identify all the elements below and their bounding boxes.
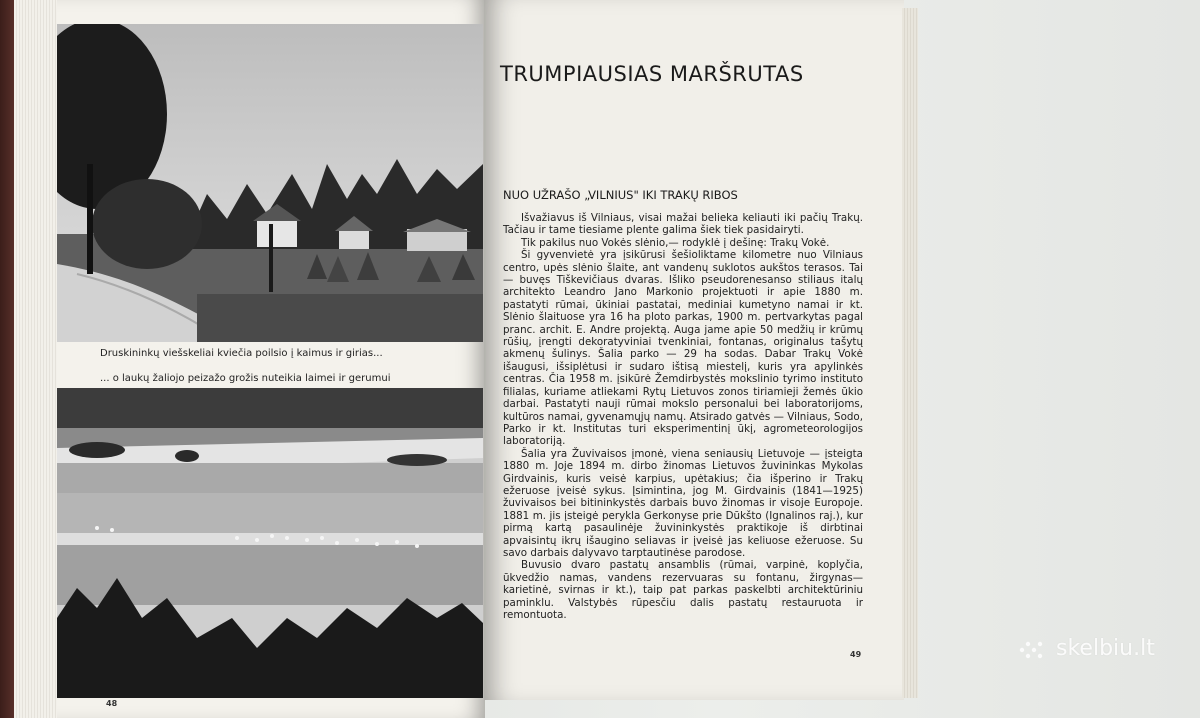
page-number-left: 48 [106, 699, 118, 708]
paragraph: Tik pakilus nuo Vokės slėnio,— rodyklė į dešinę: Trakų Vokė. [521, 236, 830, 249]
body-text [503, 212, 863, 621]
photo-caption-top: Druskininkų viešskeliai kviečia poilsio į kaimus ir girias... [100, 348, 383, 359]
chapter-title: TRUMPIAUSIAS MARŠRUTAS [500, 62, 804, 86]
photo-village-road [57, 24, 483, 342]
page-number-right: 49 [850, 650, 862, 659]
paragraph: Ši gyvenvietė yra įsikūrusi šešioliktame kilometre nuo Vilniaus centro, upės slėnio šlaite, ant vandenų suklotos aukštos terasos. Tai — buvęs Tiškevičiaus dvaras. Išliko pseudorenesanso stiliaus italų architekto Leandro Jano Markonio projektuoti ir apie 1880 m. pastatyti rūmai, ūkiniai pastatai, mediniai kumetyno namai ir kt. Slėnio šlaituose yra 16 ha ploto parkas, 1900 m. pertvarkytas pagal pranc. archit. E. Andre projektą. Auga jame apie 50 medžių ir krūmų rūšių, įrengti dekoratyviniai tvenkiniai, fontanas, originalus tašytų akmenų šulinys. Šalia parko — 29 ha sodas. Dabar Trakų Vokė išaugusi, išsiplėtusi ir sudaro ištisą miestelį, kuris yra apylinkės centras. Čia 1958 m. įsikūrė Žemdirbystės mokslinio tyrimo instituto filialas, kuriame atliekami Rytų Lietuvos zonos tiriamieji žemės ūkio darbai. Pastatyti nauji rūmai mokslo personalui bei laboratorijoms, kultūros namai, gyvenamųjų namų. Atsirado gatvės — Vilniaus, Sodo, Parko ir kt. Institutas turi eksperimentinį ūkį, agrometeorologijos laboratoriją. [503, 249, 863, 448]
paragraph: Šalia yra Žuvivaisos įmonė, viena seniausių Lietuvoje — įsteigta 1880 m. Joje 1894 m. dirbo žinomas Lietuvos žuvininkas Mykolas Girdvainis, kuris veisė karpius, upėtakius; čia išperino ir Trakų ežeruose įveisė sykus. Įsimintina, jog M. Girdvainis (1841—1925) žuvivaisos bei bitininkystės darbais buvo žinomas ir visoje Europoje. 1881 m. jis įsteigė perykla Gerkonyse prie Dūkšto (Ignalinos raj.), kur pirmą kartą pasaulinėje žuvininkystės praktikoje iš dirbtinai apvaisintų ikrų išaugino seliavas ir įveisė jas keliuose ežeruose. Su savo darbais dalyvavo tarptautinėse parodose. [503, 447, 863, 559]
paragraph: Buvusio dvaro pastatų ansamblis (rūmai, varpinė, koplyčia, ūkvedžio namas, vandens rezervuaras su fontanu, žirgynas—karietinė, svirnas ir kt.), taip pat parkas paskelbti architektūriniu paminklu. Valstybės rūpesčiu dalis pastatų restauruota ir remontuota. [503, 559, 863, 621]
watermark-text: skelbiu.lt [1056, 636, 1155, 661]
page-stack-right [902, 8, 918, 698]
watermark-logo-icon [1018, 638, 1052, 662]
page-stack-left [14, 0, 60, 718]
photo-meadow-landscape [57, 388, 483, 698]
photo-caption-bottom: ... o laukų žaliojo peizažo grožis nuteikia laimei ir gerumui [100, 373, 391, 384]
section-title: NUO UŽRAŠO „VILNIUS" IKI TRAKŲ RIBOS [503, 188, 738, 202]
paragraph: Išvažiavus iš Vilniaus, visai mažai belieka keliauti iki pačių Trakų. Tačiau ir tame tiesiame plente galima šiek tiek pasidairyti. [503, 212, 863, 237]
